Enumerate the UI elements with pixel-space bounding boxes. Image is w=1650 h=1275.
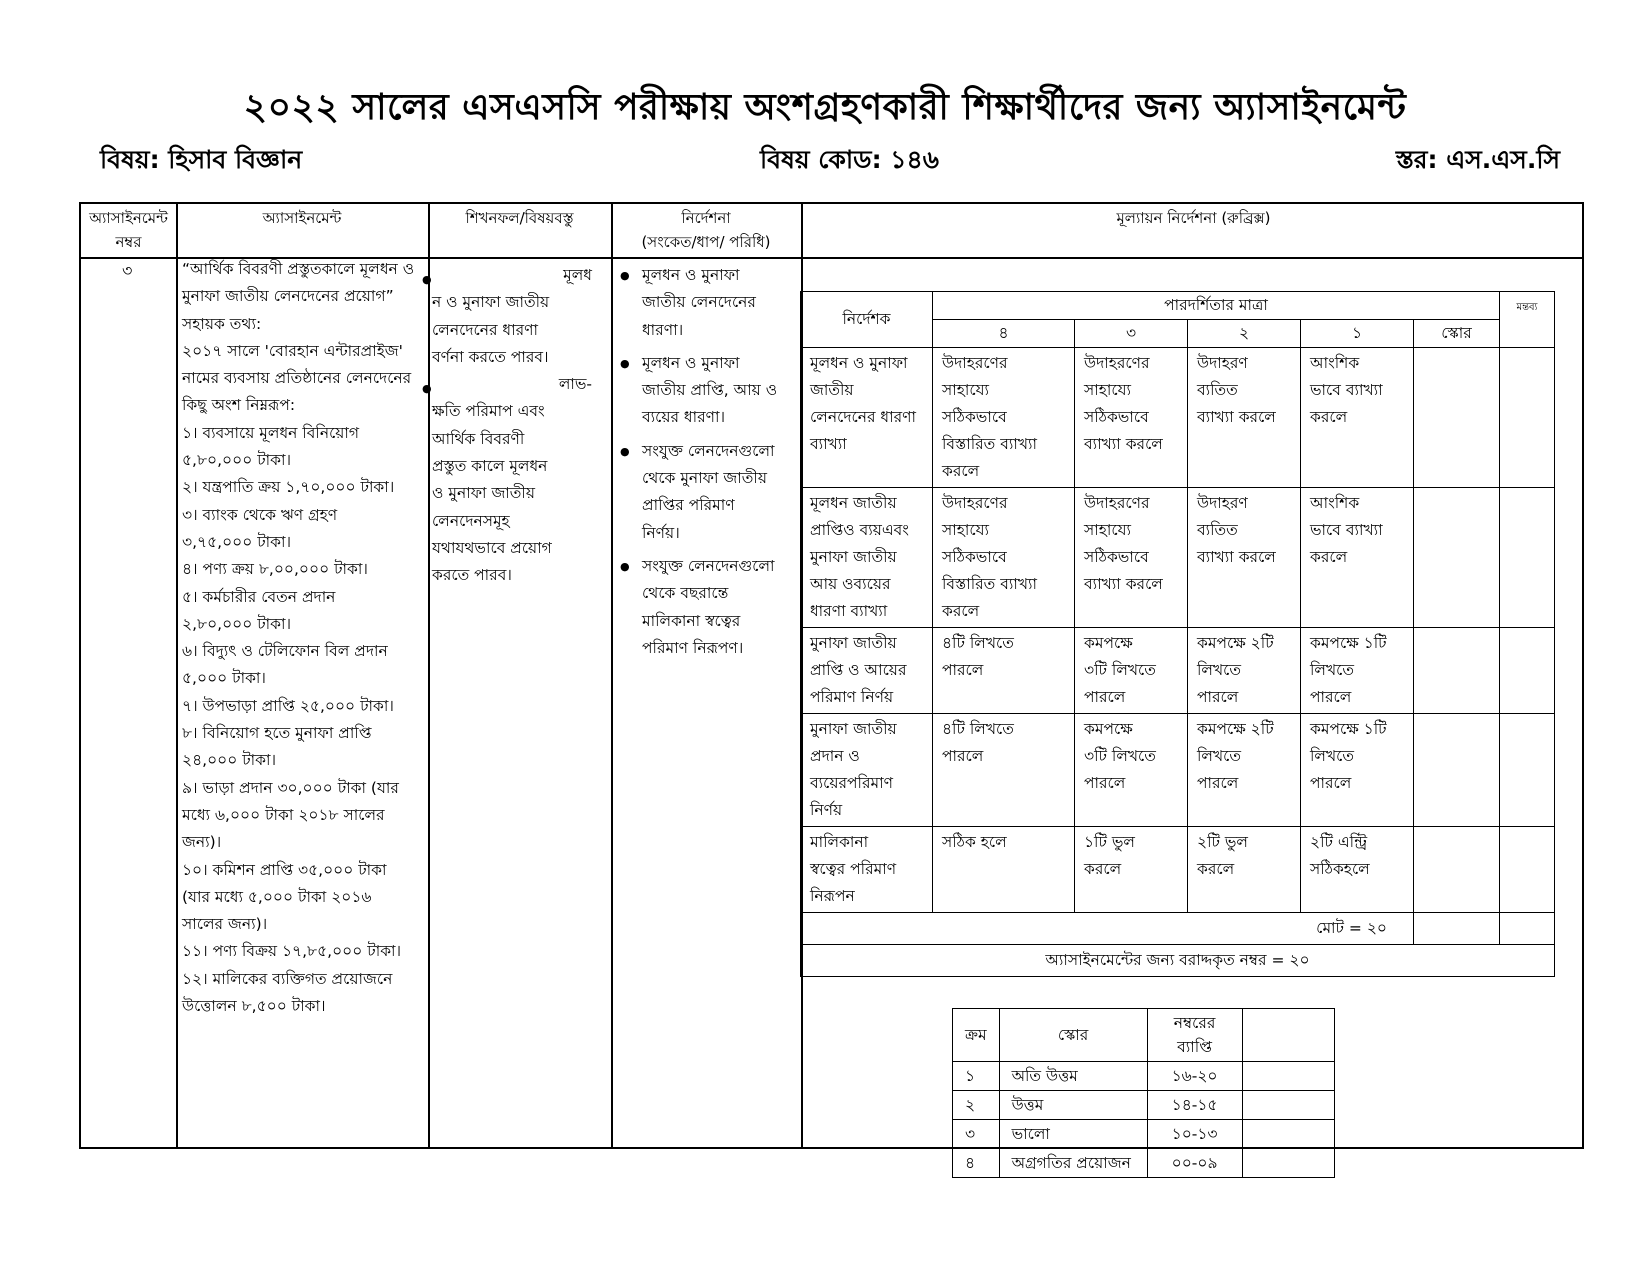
rubric-cell-line: সাহায্যে: [942, 521, 990, 539]
header-outcome: শিখনফল/বিষয়বস্তু: [465, 209, 574, 227]
assignment-line: মধ্যে ৬,০০০ টাকা ২০১৮ সালের: [182, 805, 385, 824]
rubric-cell-line: সাহায্যে: [1084, 521, 1132, 539]
rubric-remarks-cell: [1500, 488, 1555, 628]
instruction-line: নির্ণয়।: [642, 523, 680, 542]
outcome-line: ও মুনাফা জাতীয়: [432, 484, 535, 503]
rubric-level-cell: [1075, 348, 1188, 488]
outcome-line: লেনদেনের ধারণা: [432, 320, 538, 339]
rubric-level-cell: [1188, 628, 1301, 714]
rubric-level-cell: [933, 714, 1075, 827]
rubric-score-cell: [1414, 714, 1500, 827]
rubric-cell-line: করলে: [1197, 860, 1235, 878]
assignment-line: ২৪,০০০ টাকা।: [182, 751, 277, 770]
column-divider: [428, 204, 430, 1147]
grade-header-range: নম্বরের ব্যাপ্তি: [1147, 1009, 1242, 1062]
rubric-cell-line: সঠিকভাবে: [1084, 548, 1149, 566]
assignment-line: “আর্থিক বিবরণী প্রস্তুতকালে মূলধন ও: [182, 260, 415, 278]
header-text: নম্বর: [115, 233, 142, 251]
rubric-cell-line: করলে: [1310, 548, 1348, 566]
rubric-cell-line: কমপক্ষে: [1084, 720, 1133, 738]
rubric-cell-line: উদাহরণের: [942, 354, 1008, 372]
grade-serial: ৪: [953, 1149, 1000, 1178]
outcome-line: যথাযথভাবে প্রয়োগ: [432, 538, 552, 557]
instruction-item: [620, 350, 800, 432]
rubric-allocated: অ্যাসাইনমেন্টের জন্য বরাদ্দকৃত নম্বর = ২০: [801, 945, 1555, 977]
rubric-cell-line: ৪টি লিখতে: [942, 720, 1014, 738]
rubric-level-cell: [1075, 714, 1188, 827]
rubric-remarks-cell: [1500, 714, 1555, 827]
rubric-cell-line: আংশিক: [1310, 354, 1360, 372]
rubric-level-cell: [1075, 628, 1188, 714]
outcome-line: করতে পারব।: [432, 566, 512, 585]
rubric-level-cell: [1301, 827, 1414, 913]
grade-blank: [1242, 1149, 1334, 1178]
assignment-line: ৪। পণ্য ক্রয় ৮,০০,০০০ টাকা।: [182, 560, 368, 579]
rubric-cell-line: পারলে: [1084, 688, 1126, 706]
grade-score: অগ্রগতির প্রয়োজন: [999, 1149, 1147, 1178]
rubric-level-2: ২: [1188, 320, 1301, 348]
rubric-cell-line: লিখতে: [1310, 661, 1355, 679]
assignment-line: ৫,০০০ টাকা।: [182, 669, 266, 688]
instruction-line: ব্যয়ের ধারণা।: [642, 408, 726, 427]
grade-header-score: স্কোর: [999, 1009, 1147, 1062]
assignment-line: ৫,৮০,০০০ টাকা।: [182, 451, 292, 470]
rubric-level-cell: [1075, 827, 1188, 913]
instruction-line: থেকে মুনাফা জাতীয়: [642, 469, 767, 488]
outcome-line: প্রস্তুত কালে মূলধন: [432, 457, 548, 476]
rubric-row: [801, 348, 1555, 488]
outcome-line: ন ও মুনাফা জাতীয়: [432, 293, 550, 312]
column-divider: [176, 204, 178, 1147]
assignment-line: জন্য)।: [182, 833, 222, 852]
instruction-line: থেকে বছরান্তে: [642, 584, 729, 603]
rubric-remarks-cell: [1500, 628, 1555, 714]
rubric-body: [801, 292, 1555, 977]
assignment-line: ৬। বিদ্যুৎ ও টেলিফোন বিল প্রদান: [182, 642, 388, 661]
rubric-cell-line: ব্যাখ্যা করলে: [1197, 548, 1276, 566]
grade-header-serial: ক্রম: [953, 1009, 1000, 1062]
rubric-indicator: [801, 348, 933, 488]
assignment-line: ৯। ভাড়া প্রদান ৩০,০০০ টাকা (যার: [182, 778, 399, 797]
rubric-level-cell: [1188, 488, 1301, 628]
rubric-cell-line: নির্ণয়: [810, 801, 843, 819]
instruction-items: [620, 262, 800, 662]
assignment-content: [182, 256, 427, 1020]
rubric-cell-line: প্রাপ্তিও ব্যয়এবং: [810, 521, 909, 539]
grade-serial: ৩: [953, 1120, 1000, 1149]
assignment-line: কিছু অংশ নিম্নরূপ:: [182, 396, 296, 415]
rubric-cell-line: মূলধন ও মুনাফা: [810, 354, 908, 372]
rubric-level-cell: [933, 488, 1075, 628]
rubric-level-cell: [1188, 827, 1301, 913]
rubric-score-header: স্কোর: [1414, 320, 1500, 348]
instruction-line: ● সংযুক্ত লেনদেনগুলো: [642, 441, 775, 460]
outcome-line: বর্ণনা করতে পারব।: [432, 347, 549, 366]
page-title: ২০২২ সালের এসএসসি পরীক্ষায় অংশগ্রহণকারী শিক্ষার্থীদের জন্য অ্যাসাইনমেন্ট: [243, 87, 1407, 128]
rubric-cell-line: মূলধন জাতীয়: [810, 494, 897, 512]
rubric-indicator: [801, 628, 933, 714]
grade-row: [953, 1149, 1335, 1178]
rubric-indicator-header: নির্দেশক: [801, 292, 933, 348]
rubric-cell-line: উদাহরণ: [1197, 354, 1248, 372]
rubric-cell-line: ব্যাখ্যা করলে: [1084, 435, 1163, 453]
rubric-level-cell: [1075, 488, 1188, 628]
subject-name: বিষয়: হিসাব বিজ্ঞান: [100, 145, 303, 174]
instruction-line: জাতীয় লেনদেনের: [642, 293, 756, 312]
rubric-row: [801, 628, 1555, 714]
outcome-line: লাভ-: [558, 375, 592, 394]
rubric-cell-line: করলে: [942, 602, 980, 620]
rubric-level-cell: [1301, 488, 1414, 628]
rubric-cell-line: প্রাপ্তি ও আয়ের: [810, 661, 907, 679]
header-assignment: অ্যাসাইনমেন্ট: [262, 209, 342, 227]
rubric-level-4: ৪: [933, 320, 1075, 348]
rubric-table: [800, 291, 1555, 977]
assignment-line: ২০১৭ সালে 'বোরহান এন্টারপ্রাইজ': [182, 341, 403, 360]
assignment-line: ৩,৭৫,০০০ টাকা।: [182, 532, 292, 551]
grade-row: [953, 1120, 1335, 1149]
rubric-cell-line: পারলে: [942, 747, 984, 765]
rubric-indicator: [801, 827, 933, 913]
rubric-cell-line: ৩টি লিখতে: [1084, 661, 1156, 679]
grade-blank: [1242, 1062, 1334, 1091]
assignment-line: ৫। কর্মচারীর বেতন প্রদান: [182, 587, 336, 606]
rubric-level-cell: [1188, 714, 1301, 827]
subject-level: স্তর: এস.এস.সি: [1395, 145, 1560, 174]
outcome-bullet-2: ●: [422, 382, 432, 395]
assignment-line: ২,৮০,০০০ টাকা।: [182, 614, 292, 633]
assignment-line: সহায়ক তথ্য:: [182, 314, 262, 333]
outcome-line: মূলধ: [563, 266, 592, 284]
rubric-indicator: [801, 488, 933, 628]
assignment-line: সালের জন্য)।: [182, 915, 268, 934]
rubric-cell-line: ২টি ভুল: [1197, 833, 1248, 851]
rubric-level-cell: [1188, 348, 1301, 488]
grade-range: ১০-১৩: [1147, 1120, 1242, 1149]
rubric-cell-line: লিখতে: [1197, 661, 1242, 679]
instruction-line: প্রাপ্তির পরিমাণ: [642, 496, 735, 515]
grade-score: উত্তম: [999, 1091, 1147, 1120]
rubric-cell-line: উদাহরণের: [1084, 354, 1150, 372]
rubric-cell-line: মুনাফা জাতীয়: [810, 634, 897, 652]
instruction-item: [620, 553, 800, 662]
outcome-bullet-1: ●: [422, 273, 432, 286]
rubric-cell-line: পারলে: [1084, 774, 1126, 792]
rubric-cell-line: সঠিকভাবে: [1084, 408, 1149, 426]
header-text: অ্যাসাইনমেন্ট: [89, 209, 168, 227]
assignment-line: ১১। পণ্য বিক্রয় ১৭,৮৫,০০০ টাকা।: [182, 942, 402, 961]
outcome-line: ক্ষতি পরিমাপ এবং: [432, 402, 545, 421]
assignment-line: ৭। উপভাড়া প্রাপ্তি ২৫,০০০ টাকা।: [182, 696, 394, 715]
rubric-cell-line: সঠিকভাবে: [942, 548, 1007, 566]
rubric-cell-line: ধারণা ব্যাখ্যা: [810, 602, 888, 620]
assignment-line: ৩। ব্যাংক থেকে ঋণ গ্রহণ: [182, 505, 338, 524]
assignment-number: ৩: [122, 261, 133, 280]
header-instructions: [611, 206, 801, 254]
rubric-cell-line: জাতীয়: [810, 381, 854, 399]
rubric-cell-line: মুনাফা জাতীয়: [810, 548, 897, 566]
rubric-cell-line: আয় ওব্যয়ের: [810, 575, 891, 593]
assignment-line: মুনাফা জাতীয় লেনদেনের প্রয়োগ”: [182, 287, 394, 306]
header-text: (সংকেত/ধাপ/ পরিধি): [641, 233, 771, 251]
rubric-cell-line: প্রদান ও: [810, 747, 860, 765]
rubric-remarks-cell: [1500, 348, 1555, 488]
rubric-row: [801, 488, 1555, 628]
rubric-indicator: [801, 714, 933, 827]
learning-outcome: [422, 262, 600, 590]
instruction-line: মালিকানা স্বত্বের: [642, 611, 741, 630]
assignment-line: ১০। কমিশন প্রাপ্তি ৩৫,০০০ টাকা: [182, 860, 387, 879]
rubric-total-score: [1414, 913, 1500, 945]
rubric-cell-line: ১টি ভুল: [1084, 833, 1135, 851]
rubric-cell-line: উদাহরণের: [942, 494, 1008, 512]
rubric-cell-line: বিস্তারিত ব্যাখ্যা: [942, 435, 1038, 453]
rubric-cell-line: ব্যাখ্যা করলে: [1197, 408, 1276, 426]
rubric-cell-line: সাহায্যে: [942, 381, 990, 399]
instruction-line: ● মূলধন ও মুনাফা: [642, 266, 740, 284]
column-divider: [611, 204, 613, 1147]
header-evaluation: মূল্যায়ন নির্দেশনা (রুব্রিক্স): [1116, 209, 1271, 227]
rubric-cell-line: কমপক্ষে ১টি: [1310, 634, 1387, 652]
rubric-cell-line: ব্যয়েরপরিমাণ: [810, 774, 893, 792]
assignment-line: উত্তোলন ৮,৫০০ টাকা।: [182, 997, 326, 1016]
subject-code: বিষয় কোড: ১৪৬: [760, 145, 939, 174]
instruction-line: ● মূলধন ও মুনাফা: [642, 353, 740, 372]
instruction-line: পরিমাণ নিরূপণ।: [642, 638, 744, 657]
rubric-score-cell: [1414, 488, 1500, 628]
assignment-line: ৮। বিনিয়োগ হতে মুনাফা প্রাপ্তি: [182, 724, 372, 743]
rubric-total-remarks: [1500, 913, 1555, 945]
grade-score: ভালো: [999, 1120, 1147, 1149]
grade-header-blank: [1242, 1009, 1334, 1062]
rubric-cell-line: ভাবে ব্যাখ্যা: [1310, 521, 1383, 539]
instruction-line: ধারণা।: [642, 320, 684, 339]
rubric-level-cell: [933, 827, 1075, 913]
rubric-score-cell: [1414, 348, 1500, 488]
rubric-cell-line: সাহায্যে: [1084, 381, 1132, 399]
rubric-cell-line: আংশিক: [1310, 494, 1360, 512]
rubric-level-cell: [933, 628, 1075, 714]
grade-body: [953, 1009, 1335, 1178]
rubric-cell-line: পারলে: [942, 661, 984, 679]
header-assignment-number: [81, 206, 176, 254]
rubric-cell-line: সঠিকহলে: [1310, 860, 1370, 878]
rubric-cell-line: কমপক্ষে ২টি: [1197, 634, 1274, 652]
rubric-cell-line: পারলে: [1310, 688, 1352, 706]
rubric-total: মোট = ২০: [801, 913, 1414, 945]
rubric-cell-line: করলে: [942, 462, 980, 480]
instruction-item: [620, 262, 800, 344]
rubric-remarks-cell: [1500, 827, 1555, 913]
rubric-level-cell: [1301, 628, 1414, 714]
rubric-cell-line: স্বত্বের পরিমাণ: [810, 860, 897, 878]
rubric-score-cell: [1414, 827, 1500, 913]
rubric-cell-line: ব্যাখ্যা করলে: [1084, 575, 1163, 593]
rubric-cell-line: পারলে: [1310, 774, 1352, 792]
rubric-row: [801, 714, 1555, 827]
assignment-line: ২। যন্ত্রপাতি ক্রয় ১,৭০,০০০ টাকা।: [182, 478, 395, 497]
assignment-line: ১। ব্যবসায়ে মূলধন বিনিয়োগ: [182, 423, 360, 442]
rubric-cell-line: ২টি এন্ট্রি: [1310, 833, 1368, 851]
rubric-cell-line: কমপক্ষে ২টি: [1197, 720, 1274, 738]
assignment-line: (যার মধ্যে ৫,০০০ টাকা ২০১৬: [182, 887, 372, 906]
rubric-level-1: ১: [1301, 320, 1414, 348]
grade-range: ০০-০৯: [1147, 1149, 1242, 1178]
rubric-level-header: পারদর্শিতার মাত্রা: [933, 292, 1500, 320]
rubric-cell-line: ভাবে ব্যাখ্যা: [1310, 381, 1383, 399]
rubric-cell-line: বিস্তারিত ব্যাখ্যা: [942, 575, 1038, 593]
grade-row: [953, 1091, 1335, 1120]
rubric-cell-line: মুনাফা জাতীয়: [810, 720, 897, 738]
instructions-list: [620, 262, 800, 668]
rubric-cell-line: লিখতে: [1310, 747, 1355, 765]
rubric-cell-line: ৩টি লিখতে: [1084, 747, 1156, 765]
rubric-cell-line: কমপক্ষে ১টি: [1310, 720, 1387, 738]
instruction-item: [620, 438, 800, 547]
grade-range: ১৪-১৫: [1147, 1091, 1242, 1120]
grade-score: অতি উত্তম: [999, 1062, 1147, 1091]
rubric-cell-line: নিরূপন: [810, 887, 855, 905]
rubric-cell-line: লিখতে: [1197, 747, 1242, 765]
instruction-line: জাতীয় প্রাপ্তি, আয় ও: [642, 381, 778, 400]
rubric-cell-line: ৪টি লিখতে: [942, 634, 1014, 652]
rubric-level-cell: [933, 348, 1075, 488]
rubric-cell-line: পারলে: [1197, 774, 1239, 792]
instruction-line: ● সংযুক্ত লেনদেনগুলো: [642, 556, 775, 575]
rubric-level-cell: [1301, 714, 1414, 827]
rubric-cell-line: কমপক্ষে: [1084, 634, 1133, 652]
grade-blank: [1242, 1091, 1334, 1120]
rubric-cell-line: করলে: [1084, 860, 1122, 878]
rubric-cell-line: লেনদেনের ধারণা: [810, 408, 916, 426]
rubric-cell-line: পরিমাণ নির্ণয়: [810, 688, 894, 706]
rubric-cell-line: পারলে: [1197, 688, 1239, 706]
rubric-cell-line: উদাহরণ: [1197, 494, 1248, 512]
rubric-score-cell: [1414, 628, 1500, 714]
rubric-cell-line: উদাহরণের: [1084, 494, 1150, 512]
grade-serial: ১: [953, 1062, 1000, 1091]
grade-blank: [1242, 1120, 1334, 1149]
rubric-cell-line: সঠিকভাবে: [942, 408, 1007, 426]
rubric-cell-line: ব্যাখ্যা: [810, 435, 847, 453]
grade-serial: ২: [953, 1091, 1000, 1120]
grade-table: [952, 1008, 1335, 1178]
rubric-allocated-row: [801, 945, 1555, 977]
grade-range: ১৬-২০: [1147, 1062, 1242, 1091]
rubric-level-3: ৩: [1075, 320, 1188, 348]
outcome-line: আর্থিক বিবরণী: [432, 429, 525, 448]
assignment-line: নামের ব্যবসায় প্রতিষ্ঠানের লেনদেনের: [182, 369, 412, 388]
header-text: নির্দেশনা: [681, 209, 731, 227]
outcome-line: লেনদেনসমূহ: [432, 511, 510, 530]
rubric-cell-line: সঠিক হলে: [942, 833, 1007, 851]
assignment-line: ১২। মালিকের ব্যক্তিগত প্রয়োজনে: [182, 969, 393, 988]
rubric-cell-line: ব্যতিত: [1197, 381, 1238, 399]
rubric-row: [801, 827, 1555, 913]
rubric-level-cell: [1301, 348, 1414, 488]
rubric-cell-line: ব্যতিত: [1197, 521, 1238, 539]
rubric-total-row: [801, 913, 1555, 945]
rubric-cell-line: মালিকানা: [810, 833, 869, 851]
grade-row: [953, 1062, 1335, 1091]
rubric-cell-line: করলে: [1310, 408, 1348, 426]
rubric-remarks-header: মন্তব্য: [1500, 292, 1555, 348]
